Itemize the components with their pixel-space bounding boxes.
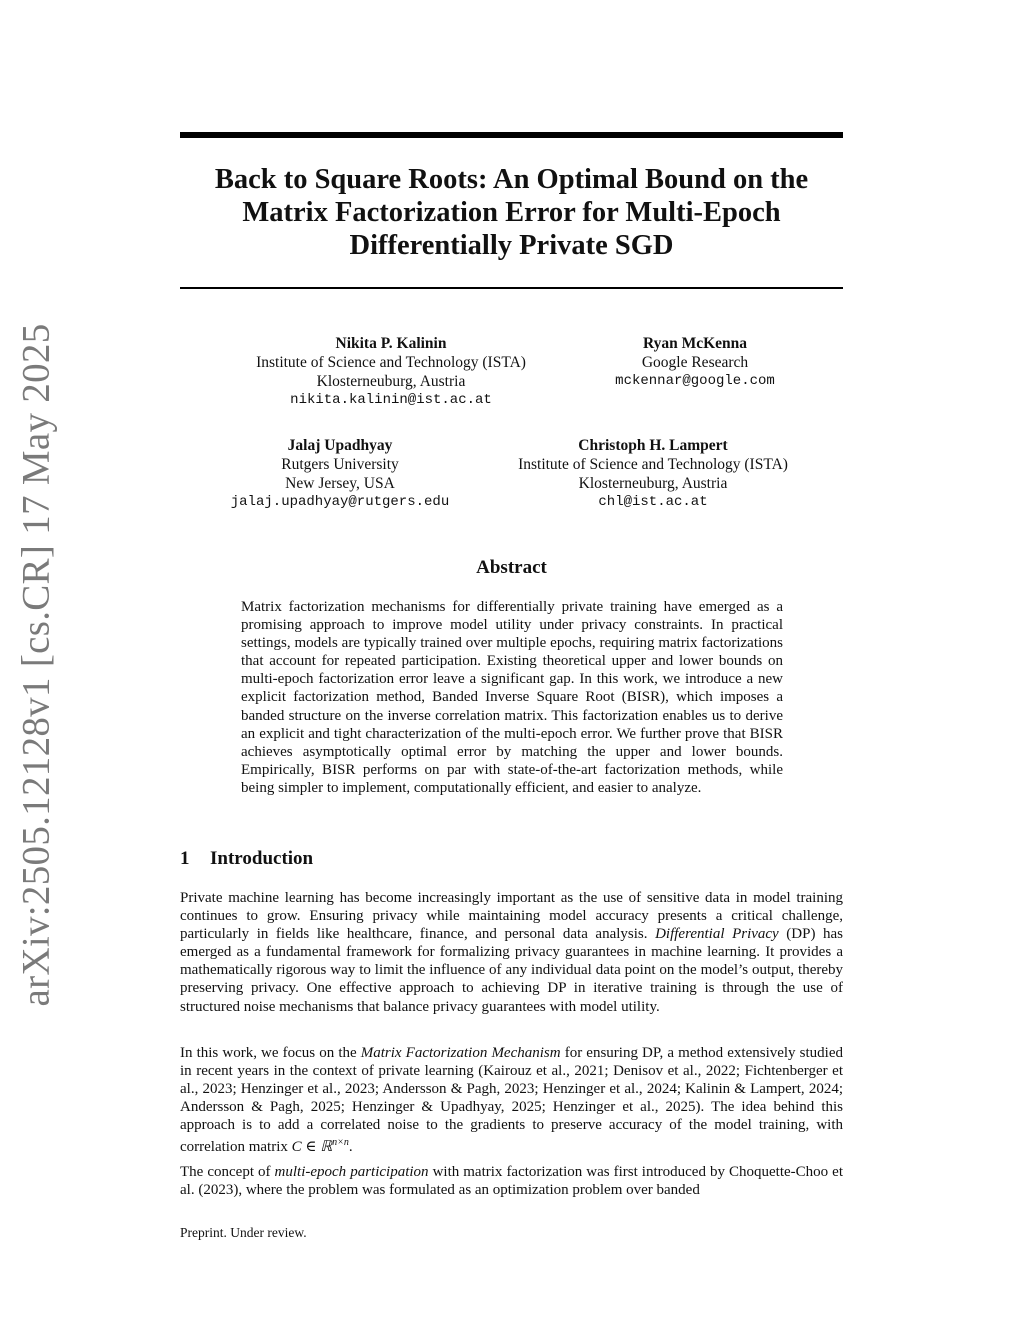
author-block xyxy=(488,436,818,512)
author-location: Klosterneuburg, Austria xyxy=(578,475,728,492)
abstract-text: Matrix factorization mechanisms for differentially private training have emerged as a promising approach to improve model utility under privacy constraints. In practical settings, models are typically trained over multiple epochs, requiring matrix factorizations that account for repeated participation. Existing theoretical upper and lower bounds on multi-epoch factorization error leave a significant gap. In this work, we introduce a new explicit factorization method, Banded Inverse Square Root (BISR), which imposes a banded structure on the inverse correlation matrix. This factorization enables us to derive an explicit and tight characterization of the multi-epoch error. We further prove that BISR achieves asymptotically optimal error by matching the upper and lower bounds. Empirically, BISR performs on par with state-of-the-art factorization methods, while being simpler to implement, computationally efficient, and easier to analyze. xyxy=(241,599,783,796)
page-footer-note: Preprint. Under review. xyxy=(180,1225,307,1240)
title-bottom-rule xyxy=(180,287,843,289)
paragraph-text: The concept of xyxy=(180,1164,275,1180)
author-affiliation: Institute of Science and Technology (ISTA) xyxy=(256,354,526,371)
author-name: Christoph H. Lampert xyxy=(578,437,728,454)
abstract-heading: Abstract xyxy=(476,557,547,578)
emphasized-term: Matrix Factorization Mechanism xyxy=(360,1045,561,1061)
author-block xyxy=(590,334,800,391)
section-title: Introduction xyxy=(210,848,314,869)
paper-title xyxy=(180,163,843,262)
paragraph-text: . xyxy=(348,1139,353,1156)
author-email[interactable]: chl@ist.ac.at xyxy=(598,494,708,510)
author-block xyxy=(210,436,470,512)
paragraph-text: Private machine learning has become increasingly important as the use of sensitive data in model training continues to grow. Ensuring privacy while maintaining model accuracy presents a critical challenge, particularly in fields like healthcare, finance, and personal data analysis. xyxy=(180,890,843,943)
math-superscript: n×n xyxy=(332,1137,349,1149)
paragraph-text: In this work, we focus on the xyxy=(180,1045,361,1061)
author-name: Ryan McKenna xyxy=(642,335,748,352)
author-name: Jalaj Upadhyay xyxy=(287,437,393,454)
author-email[interactable]: jalaj.upadhyay@rutgers.edu xyxy=(230,494,450,510)
math-expression: C ∈ ℝ xyxy=(291,1139,333,1156)
author-email[interactable]: mckennar@google.com xyxy=(615,373,775,389)
author-affiliation: Google Research xyxy=(641,354,749,371)
author-block xyxy=(226,334,556,410)
author-email[interactable]: nikita.kalinin@ist.ac.at xyxy=(290,392,492,408)
title-line: Matrix Factorization Error for Multi-Epoch xyxy=(242,197,781,228)
emphasized-term: multi-epoch participation xyxy=(274,1164,429,1180)
arxiv-identifier-stamp: arXiv:2505.12128v1 [cs.CR] 17 May 2025 xyxy=(14,323,58,1007)
title-top-rule xyxy=(180,132,843,138)
section-number: 1 xyxy=(180,848,190,869)
author-affiliation: Rutgers University xyxy=(281,456,399,473)
body-paragraph xyxy=(180,889,843,1016)
body-paragraph xyxy=(180,1163,843,1199)
author-affiliation: Institute of Science and Technology (ISTA) xyxy=(518,456,788,473)
author-location: Klosterneuburg, Austria xyxy=(316,373,466,390)
body-paragraph xyxy=(180,1044,843,1157)
emphasized-term: Differential Privacy xyxy=(655,926,779,943)
paragraph-text: with matrix factorization was first introduced by Choquette-Choo et al. (2023), where the problem was formulated as an optimization problem over banded xyxy=(180,1164,843,1199)
title-line: Differentially Private SGD xyxy=(349,230,674,261)
author-location: New Jersey, USA xyxy=(285,475,395,492)
paragraph-text: for ensuring DP, a method extensively studied in recent years in the context of private learning (Kairouz et al., 2021; Denisov et al., 2022; Fichtenberger et al., 2023; Henzinger et al., 2023; Andersson & Pagh, 2023; Henzinger et al., 2024; Kalinin & Lampert, 2024; Andersson & Pagh, 2025; Henzinger & Upadhyay, 2025; Henzinger et al., 2025). The idea behind this approach is to add a correlated noise to the gradients to preserve accuracy of the model training, with correlation matrix xyxy=(180,1045,843,1156)
author-name: Nikita P. Kalinin xyxy=(335,335,447,352)
section-heading xyxy=(180,848,313,870)
paragraph-text: (DP) has emerged as a fundamental framework for formalizing privacy guarantees in machine learning. It provides a mathematically rigorous way to limit the influence of any individual data point on the model’s output, thereby preserving privacy. One effective approach to achieving DP in iterative training is through the use of structured noise mechanisms that balance privacy guarantees with model utility. xyxy=(180,926,844,1015)
title-line: Back to Square Roots: An Optimal Bound on the xyxy=(214,164,809,195)
